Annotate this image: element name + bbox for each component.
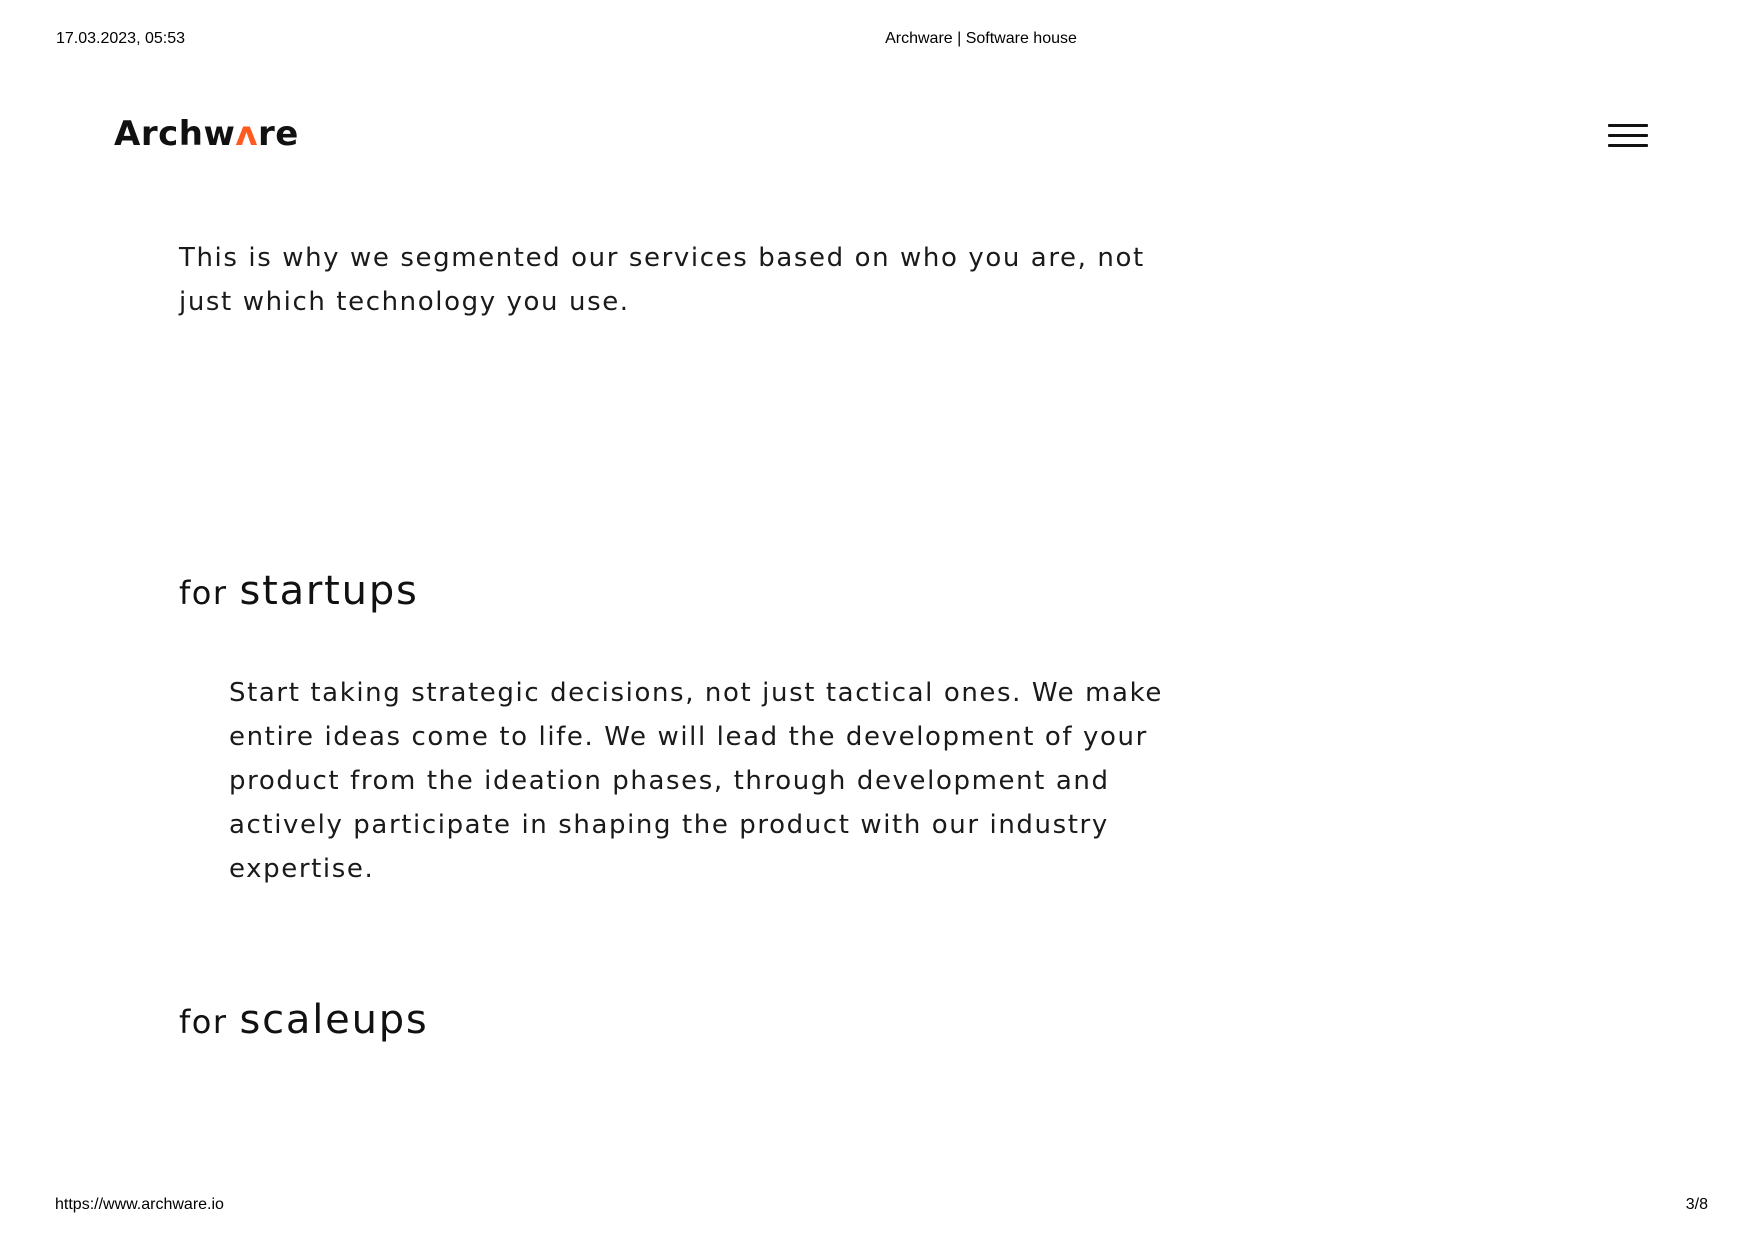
menu-line	[1608, 124, 1648, 127]
print-url: https://www.archware.io	[55, 1196, 224, 1213]
section-heading-startups	[179, 568, 419, 614]
print-page-title: Archware | Software house	[885, 30, 1077, 47]
heading-name: startups	[239, 568, 419, 614]
logo-text-start: Archw	[114, 114, 236, 154]
startups-description: Start taking strategic decisions, not just tactical ones. We make entire ideas come to life. We will lead the development of your product from the ideation phases, through development and actively participate in shaping the product with our industry expertise.	[229, 678, 1163, 884]
logo-accent-glyph: ʌ	[235, 114, 259, 154]
intro-paragraph: This is why we segmented our services based on who you are, not just which technology you use.	[179, 243, 1145, 317]
print-datetime: 17.03.2023, 05:53	[56, 30, 186, 47]
archware-logo[interactable]	[114, 114, 299, 154]
section-heading-scaleups	[179, 997, 429, 1043]
logo-text-end: re	[258, 114, 299, 154]
heading-prefix: for	[179, 574, 228, 612]
heading-name: scaleups	[239, 997, 429, 1043]
menu-line	[1608, 144, 1648, 147]
menu-line	[1608, 134, 1648, 137]
print-page-number: 3/8	[1685, 1196, 1708, 1213]
hamburger-menu-icon[interactable]	[1608, 124, 1648, 148]
heading-prefix: for	[179, 1003, 228, 1041]
